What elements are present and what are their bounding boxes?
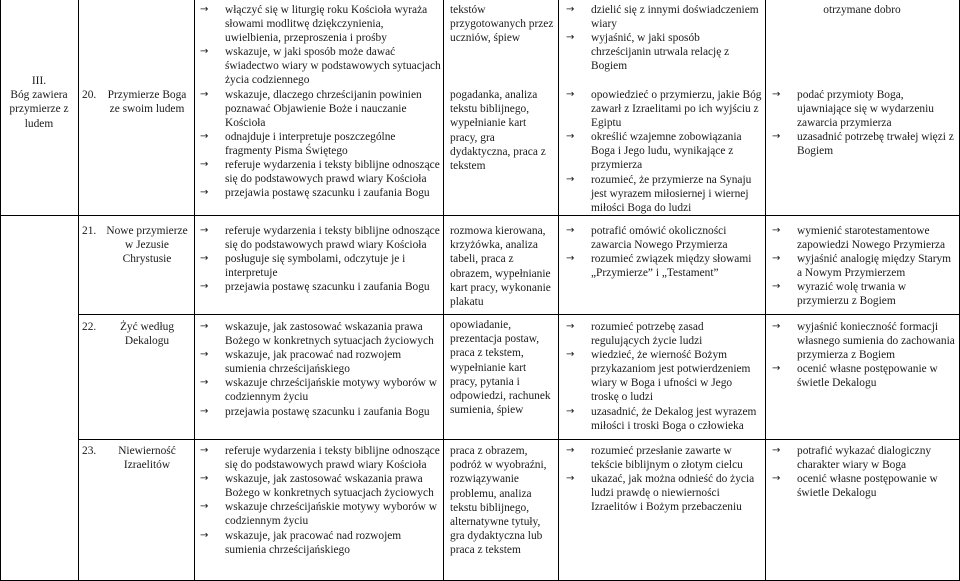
list-item: → ukazać, jak można odnieść do życia ludzi prawdę o niewierności Izraelitów i Bożym przebaczeniu (566, 473, 755, 514)
arrow-bullet-icon: → (200, 281, 209, 293)
list-item: → wskazuje, jak pracować nad rozwojem sumienia chrześcijańskiego (200, 529, 402, 556)
arrow-bullet-icon: → (200, 529, 209, 541)
outcomes-list (564, 224, 762, 280)
arrow-bullet-icon: → (566, 32, 575, 44)
arrow-bullet-icon: → (566, 473, 575, 485)
list-item: → rozumieć przesłanie zawarte w tekście biblijnym o złotym cielcu (566, 445, 743, 472)
list-item: → wskazuje, dlaczego chrześcijanin powinien poznawać Objawienie Boże i nauczanie Kościoła (200, 88, 422, 129)
list-item: → wyjaśnić, w jaki sposób chrześcijanin utrwala relację z Bogiem (566, 32, 730, 73)
attitudes-list (770, 88, 958, 158)
section-title: Bóg zawiera przymierze z ludem (9, 89, 69, 130)
arrow-bullet-icon: → (200, 159, 209, 171)
list-item: → rozumieć, że przymierze na Synaju jest wyrazem miłosiernej i wiernej miłości Boga do ludzi (566, 173, 752, 214)
list-item: → posługuje się symbolami, odczytuje je i interpretuje (200, 253, 406, 280)
lesson-topic: Żyć według Dekalogu (119, 321, 175, 348)
row-divider (78, 314, 960, 315)
list-item: → odnajduje i interpretuje poszczególne fragmenty Pisma Świętego (200, 130, 396, 157)
lesson-topic: Niewierność Izraelitów (118, 445, 176, 472)
arrow-bullet-icon: → (200, 88, 209, 100)
section-number: III. (31, 75, 47, 87)
list-item: → określić wzajemne zobowiązania Boga i Jego ludu, wynikające z przymierza (566, 131, 742, 172)
goals-list (198, 224, 441, 294)
goals-list (198, 3, 441, 200)
arrow-bullet-icon: → (566, 131, 575, 143)
attitudes-list (770, 444, 958, 500)
arrow-bullet-icon: → (200, 445, 209, 456)
arrow-bullet-icon: → (566, 173, 575, 185)
goals-list (198, 444, 441, 557)
arrow-bullet-icon: → (772, 321, 781, 332)
arrow-bullet-icon: → (772, 89, 781, 100)
column-divider (765, 0, 766, 581)
list-item: → opowiedzieć o przymierzu, jakie Bóg zawarł z Izraelitami po ich wyjściu z Egiptu (566, 89, 762, 130)
arrow-bullet-icon: → (566, 321, 575, 332)
list-item: → wyrazić wolę trwania w przymierzu z Bogiem (772, 281, 907, 308)
methods-cell: opowiadanie, prezentacja postaw, praca z tekstem, wypełnianie kart pracy, pytania i odpowiedzi, rachunek sumienia, śpiew (450, 319, 551, 417)
arrow-bullet-icon: → (772, 131, 781, 143)
arrow-bullet-icon: → (200, 187, 209, 199)
arrow-bullet-icon: → (566, 253, 575, 265)
list-item: → wskazuje chrześcijańskie motywy wyborów w codziennym życiu (200, 377, 437, 404)
list-item: → referuje wydarzenia i teksty biblijne odnoszące się do podstawowych prawd wiary Kościoła (200, 159, 440, 186)
outcomes-list (564, 320, 762, 433)
arrow-bullet-icon: → (772, 253, 781, 265)
arrow-bullet-icon: → (566, 225, 575, 236)
attitudes-list (770, 320, 958, 390)
list-item: → przejawia postawę szacunku i zaufania Bogu (200, 187, 430, 200)
arrow-bullet-icon: → (772, 473, 781, 485)
outcomes-list (564, 444, 762, 514)
arrow-bullet-icon: → (200, 4, 209, 15)
list-item: → przejawia postawę szacunku i zaufania Bogu (200, 281, 430, 294)
lesson-number: 23. (82, 445, 97, 457)
list-item: → potrafić wykazać dialogiczny charakter wiary w Boga (772, 445, 932, 472)
list-item: → wskazuje, jak zastosować wskazania prawa Bożego w konkretnych sytuacjach życiowych (200, 473, 434, 500)
arrow-bullet-icon: → (566, 89, 575, 100)
arrow-bullet-icon: → (566, 445, 575, 456)
outcomes-list (564, 88, 762, 215)
list-item: → referuje wydarzenia i teksty biblijne odnoszące się do podstawowych prawd wiary Kościoła (200, 225, 440, 252)
arrow-bullet-icon: → (566, 4, 575, 15)
arrow-bullet-icon: → (772, 363, 781, 375)
arrow-bullet-icon: → (200, 377, 209, 389)
list-item: → podać przymioty Boga, ujawniające się w wydarzeniu zawarcia przymierza (772, 89, 934, 130)
list-item: → wiedzieć, że wierność Bożym przykazaniom jest potwierdzeniem wiary w Boga i ufności w Jego troskę o ludzi (566, 349, 751, 404)
row-divider (78, 439, 960, 440)
list-item: → wyjaśnić konieczność formacji własnego sumienia do zachowania przymierza z Bogiem (772, 321, 955, 362)
list-item: → przejawia postawę szacunku i zaufania Bogu (200, 405, 430, 418)
row-divider (0, 215, 960, 216)
list-item: → dzielić się z innymi doświadczeniem wiary (566, 4, 759, 31)
list-item: → wyjaśnić analogię między Starym a Nowym Przymierzem (772, 253, 952, 280)
list-item: → ocenić własne postępowanie w świetle Dekalogu (772, 363, 938, 390)
methods-cell: rozmowa kierowana, krzyżówka, analiza tabeli, praca z obrazem, wypełnianie kart pracy, wykonanie plakatu (450, 225, 551, 309)
goals-list (198, 320, 441, 419)
list-item: → uzasadnić, że Dekalog jest wyrazem miłości i troski Boga o człowieka (566, 405, 757, 432)
arrow-bullet-icon: → (566, 405, 575, 417)
arrow-bullet-icon: → (200, 225, 209, 236)
list-item: → potrafić omówić okoliczności zawarcia Nowego Przymierza (566, 225, 728, 252)
methods-cell: tekstów przygotowanych przez uczniów, śpiew (450, 4, 554, 45)
list-item: → włączyć się w liturgię roku Kościoła wyraża słowami modlitwę dziękczynienia, uwielbienia, przeproszenia i prośby (200, 4, 428, 45)
arrow-bullet-icon: → (772, 225, 781, 236)
lesson-topic: Przymierze Boga ze swoim ludem (107, 89, 187, 116)
list-item: → wskazuje, w jaki sposób może dawać świadectwo wiary w podstawowych sytuacjach życia codziennego (200, 46, 441, 87)
list-item: → rozumieć potrzebę zasad regulujących życie ludzi (566, 321, 704, 348)
arrow-bullet-icon: → (200, 501, 209, 513)
arrow-bullet-icon: → (200, 349, 209, 361)
lesson-number: 21. (82, 225, 97, 237)
section-cell (1, 74, 77, 131)
arrow-bullet-icon: → (200, 405, 209, 417)
column-divider (78, 0, 79, 581)
list-item: → rozumieć związek między słowami „Przymierze” i „Testament” (566, 253, 752, 280)
arrow-bullet-icon: → (772, 445, 781, 456)
lesson-number: 20. (82, 89, 97, 101)
list-item: → wskazuje, jak zastosować wskazania prawa Bożego w konkretnych sytuacjach życiowych (200, 321, 434, 348)
arrow-bullet-icon: → (200, 130, 209, 142)
arrow-bullet-icon: → (200, 253, 209, 265)
list-item: → referuje wydarzenia i teksty biblijne odnoszące się do podstawowych prawd wiary Kościoła (200, 445, 440, 472)
list-item: → ocenić własne postępowanie w świetle Dekalogu (772, 473, 938, 500)
arrow-bullet-icon: → (566, 349, 575, 361)
lesson-number: 22. (82, 321, 97, 333)
attitudes-list (770, 224, 958, 309)
column-divider (194, 0, 195, 581)
list-item: → wskazuje chrześcijańskie motywy wyborów w codziennym życiu (200, 501, 437, 528)
list-item: → wskazuje, jak pracować nad rozwojem sumienia chrześcijańskiego (200, 349, 402, 376)
arrow-bullet-icon: → (200, 321, 209, 332)
arrow-bullet-icon: → (200, 46, 209, 58)
methods-cell: praca z obrazem, podróż w wyobraźni, rozwiązywanie problemu, analiza tekstu biblijnego, alternatywne tytuły, gra dydaktyczna lub praca z tekstem (450, 445, 547, 557)
methods-cell: pogadanka, analiza tekstu biblijnego, wypełnianie kart pracy, gra dydaktyczna, praca z tekstem (450, 89, 546, 173)
lesson-topic: Nowe przymierze w Jezusie Chrystusie (106, 225, 188, 266)
column-divider (443, 0, 444, 581)
list-item: → wymienić starotestamentowe zapowiedzi Nowego Przymierza (772, 225, 946, 252)
attitudes-top: otrzymane dobro (823, 4, 901, 16)
list-item: → uzasadnić potrzebę trwałej więzi z Bogiem (772, 131, 954, 158)
arrow-bullet-icon: → (200, 473, 209, 485)
outcomes-list (564, 3, 762, 73)
column-divider (558, 0, 559, 581)
arrow-bullet-icon: → (772, 281, 781, 293)
